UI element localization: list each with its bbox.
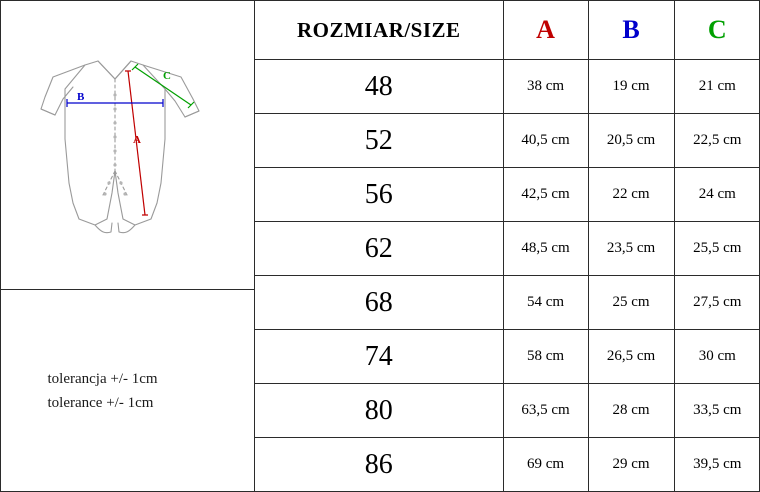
cell-c: 24 cm [674,168,760,222]
cell-a: 54 cm [503,276,588,330]
cell-c: 27,5 cm [674,276,760,330]
size-table-container [255,1,760,491]
table-row [255,60,760,114]
cell-size: 80 [255,384,503,438]
cell-b: 29 cm [588,438,674,491]
table-row [255,276,760,330]
cell-b: 20,5 cm [588,114,674,168]
cell-b: 25 cm [588,276,674,330]
cell-a: 48,5 cm [503,222,588,276]
tolerance-cell [1,290,254,491]
cell-size: 86 [255,438,503,491]
cell-a: 58 cm [503,330,588,384]
table-row [255,330,760,384]
garment-illustration-cell [1,1,254,290]
cell-b: 28 cm [588,384,674,438]
column-header-size: ROZMIAR/SIZE [255,1,503,60]
romper-diagram [23,43,233,238]
cell-c: 39,5 cm [674,438,760,491]
column-header-a: A [503,1,588,60]
cell-b: 22 cm [588,168,674,222]
cell-a: 63,5 cm [503,384,588,438]
cell-size: 62 [255,222,503,276]
size-table [255,1,760,491]
column-header-c: C [674,1,760,60]
cell-size: 56 [255,168,503,222]
cell-size: 52 [255,114,503,168]
tolerance-line-en: tolerance +/- 1cm [47,394,154,411]
cell-a: 69 cm [503,438,588,491]
cell-size: 48 [255,60,503,114]
cell-c: 22,5 cm [674,114,760,168]
column-header-b: B [588,1,674,60]
cell-c: 30 cm [674,330,760,384]
cell-c: 33,5 cm [674,384,760,438]
left-column [1,1,255,491]
label-b: B [77,91,85,103]
table-row [255,168,760,222]
table-row [255,438,760,491]
cell-size: 68 [255,276,503,330]
label-a: A [133,134,141,146]
cell-a: 38 cm [503,60,588,114]
tolerance-line-pl: tolerancja +/- 1cm [47,370,158,387]
label-c: C [163,70,171,82]
table-row [255,114,760,168]
cell-a: 40,5 cm [503,114,588,168]
table-row [255,222,760,276]
cell-b: 19 cm [588,60,674,114]
cell-b: 23,5 cm [588,222,674,276]
table-row [255,384,760,438]
table-header-row [255,1,760,60]
cell-a: 42,5 cm [503,168,588,222]
cell-size: 74 [255,330,503,384]
cell-c: 21 cm [674,60,760,114]
cell-c: 25,5 cm [674,222,760,276]
cell-b: 26,5 cm [588,330,674,384]
